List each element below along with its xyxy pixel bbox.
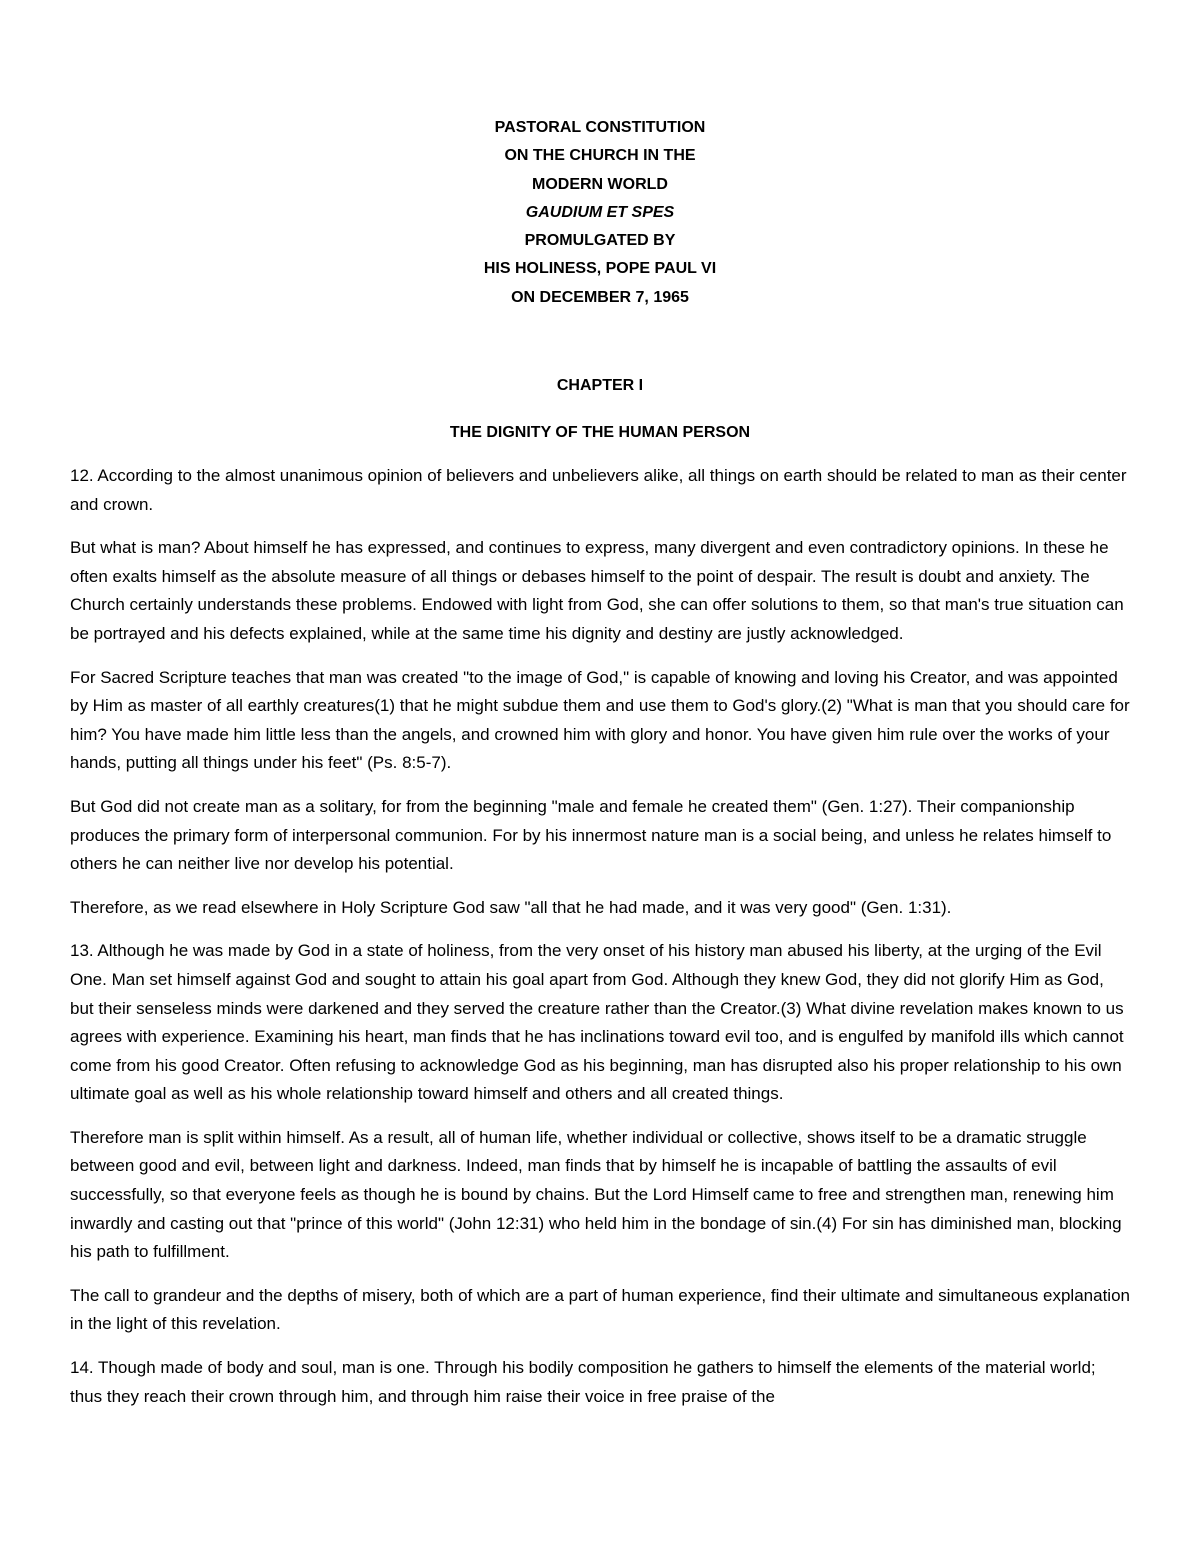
paragraph: But God did not create man as a solitary, for from the beginning "male and female he created them" (Gen. 1:27). Their companionship produces the primary form of interpersonal communion. For by his innermost nature man is a social being, and unless he relates himself to others he can neither live nor develop his potential. xyxy=(70,796,1112,874)
title-line: MODERN WORLD xyxy=(532,175,668,193)
paragraph: Therefore, as we read elsewhere in Holy Scripture God saw "all that he had made, and it was very good" (Gen. 1:31). xyxy=(70,897,952,917)
title-line: ON THE CHURCH IN THE xyxy=(504,147,696,165)
title-line: PASTORAL CONSTITUTION xyxy=(494,119,706,136)
paragraph: 12. According to the almost unanimous opinion of believers and unbelievers alike, all things on earth should be related to man as their center and crown. xyxy=(70,466,1127,514)
paragraph: The call to grandeur and the depths of misery, both of which are a part of human experience, find their ultimate and simultaneous explanation in the light of this revelation. xyxy=(70,1285,1130,1334)
paragraph: But what is man? About himself he has expressed, and continues to express, many divergent and even contradictory opinions. In these he often exalts himself as the absolute measure of all things or debases himself to the point of despair. The result is doubt and anxiety. The Church certainly understands these problems. Endowed with light from God, she can offer solutions to them, so that man's true situation can be portrayed and his defects explained, while at the same time his dignity and destiny are justly acknowledged. xyxy=(70,538,1124,643)
title-line: HIS HOLINESS, POPE PAUL VI xyxy=(483,260,717,278)
title-line-latin: GAUDIUM ET SPES xyxy=(525,203,675,221)
paragraph: 13. Although he was made by God in a state of holiness, from the very onset of his history man abused his liberty, at the urging of the Evil One. Man set himself against God and sought to attain his goal apart from God. Although they knew God, they did not glorify Him as God, but their senseless minds were darkened and they served the creature rather than the Creator.(3) What divine revelation makes known to us agrees with experience. Examining his heart, man finds that he has inclinations toward evil too, and is engulfed by manifold ills which cannot come from his good Creator. Often refusing to acknowledge God as his beginning, man has disrupted also his proper relationship to his own ultimate goal as well as his whole relationship toward himself and others and all created things. xyxy=(70,941,1124,1104)
paragraph: 14. Though made of body and soul, man is one. Through his bodily composition he gathers to himself the elements of the material world; thus they reach their crown through him, and through him raise their voice in free praise of the xyxy=(70,1358,1096,1406)
paragraph: For Sacred Scripture teaches that man was created "to the image of God," is capable of knowing and loving his Creator, and was appointed by Him as master of all earthly creatures(1) that he might subdue them and use them to God's glory.(2) "What is man that you should care for him? You have made him little less than the angels, and crowned him with glory and honor. You have given him rule over the works of your hands, putting all things under his feet" (Ps. 8:5-7). xyxy=(70,667,1130,773)
document-title-block xyxy=(0,114,1200,312)
chapter-title: THE DIGNITY OF THE HUMAN PERSON xyxy=(449,424,751,441)
title-line: ON DECEMBER 7, 1965 xyxy=(511,288,689,306)
chapter-number: CHAPTER I xyxy=(556,377,644,394)
paragraph: Therefore man is split within himself. As a result, all of human life, whether individual or collective, shows itself to be a dramatic struggle between good and evil, between light and darkness. Indeed, man finds that by himself he is incapable of battling the assaults of evil successfully, so that everyone feels as though he is bound by chains. But the Lord Himself came to free and strengthen man, renewing him inwardly and casting out that "prince of this world" (John 12:31) who held him in the bondage of sin.(4) For sin has diminished man, blocking his path to fulfillment. xyxy=(70,1127,1122,1262)
body-text xyxy=(70,462,1132,1426)
title-line: PROMULGATED BY xyxy=(524,232,676,250)
